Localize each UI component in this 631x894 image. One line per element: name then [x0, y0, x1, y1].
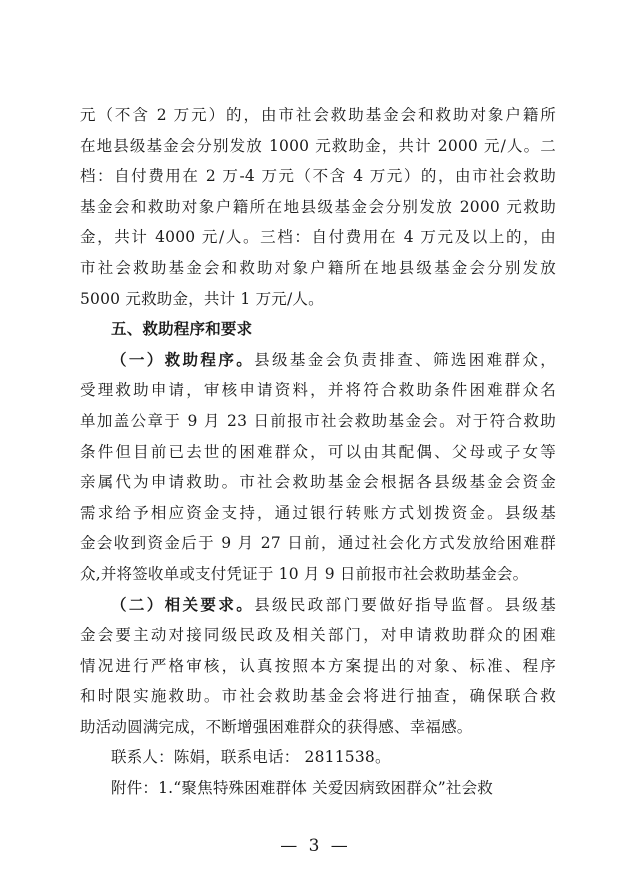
text-line: 档：自付费用在 2 万-4 万元（不含 4 万元）的，由市社会救助 — [80, 167, 556, 186]
text-line: 受理救助申请，审核申请资料，并将符合救助条件困难群众名 — [80, 381, 556, 400]
paragraph-requirements — [80, 590, 556, 743]
text-line: 市社会救助基金会和救助对象户籍所在地县级基金会分别发放 — [80, 258, 556, 277]
text-line: 亲属代为申请救助。市社会救助基金会根据各县级基金会资金 — [80, 473, 556, 492]
text-line: 众,并将签收单或支付凭证于 10 月 9 日前报市社会救助基金会。 — [80, 564, 529, 583]
text-line: 和时限实施救助。市社会救助基金会将进行抽查，确保联合救 — [80, 687, 556, 706]
text-line: 需求给予相应资金支持，通过银行转账方式划拨资金。县级基 — [80, 503, 556, 522]
text-line: 金会收到资金后于 9 月 27 日前，通过社会化方式发放给困难群 — [80, 534, 556, 553]
paragraph-relief-procedure — [80, 345, 556, 590]
text-line: 助活动圆满完成，不断增强困难群众的获得感、幸福感。 — [80, 717, 473, 736]
contact-line: 联系人：陈娟，联系电话： 2811538。 — [111, 748, 391, 767]
document-body — [80, 100, 556, 804]
text-run: 县级民政部门要做好指导监督。县级基 — [254, 595, 557, 614]
text-line: 条件但目前已去世的困难群众，可以由其配偶、父母或子女等 — [80, 442, 556, 461]
text-line: 单加盖公章于 9 月 23 日前报市社会救助基金会。对于符合救助 — [80, 411, 556, 430]
text-line: 元（不含 2 万元）的，由市社会救助基金会和救助对象户籍所 — [80, 106, 556, 124]
subsection-lead: （一）救助程序。 — [111, 349, 255, 369]
text-line — [80, 345, 556, 376]
attachment-line: 附件：1.“聚焦特殊困难群体 关爱因病致困群众”社会救 — [111, 779, 493, 798]
text-line — [80, 590, 556, 621]
text-run: 县级基金会负责排查、筛选困难群众， — [254, 350, 557, 369]
page-number: — 3 — — [280, 836, 351, 856]
section-heading: 五、救助程序和要求 — [111, 320, 253, 339]
paragraph-relief-tiers — [80, 100, 556, 314]
text-line: 金，共计 4000 元/人。三档：自付费用在 4 万元及以上的，由 — [80, 228, 556, 247]
text-line: 金会要主动对接同级民政及相关部门，对申请救助群众的困难 — [80, 626, 556, 645]
text-line: 5000 元救助金，共计 1 万元/人。 — [80, 289, 324, 308]
text-line: 在地县级基金会分别发放 1000 元救助金，共计 2000 元/人。二 — [80, 136, 556, 155]
text-line: 情况进行严格审核，认真按照本方案提出的对象、标准、程序 — [80, 656, 556, 675]
subsection-lead: （二）相关要求。 — [111, 594, 255, 614]
text-line: 基金会和救助对象户籍所在地县级基金会分别发放 2000 元救助 — [80, 197, 556, 216]
